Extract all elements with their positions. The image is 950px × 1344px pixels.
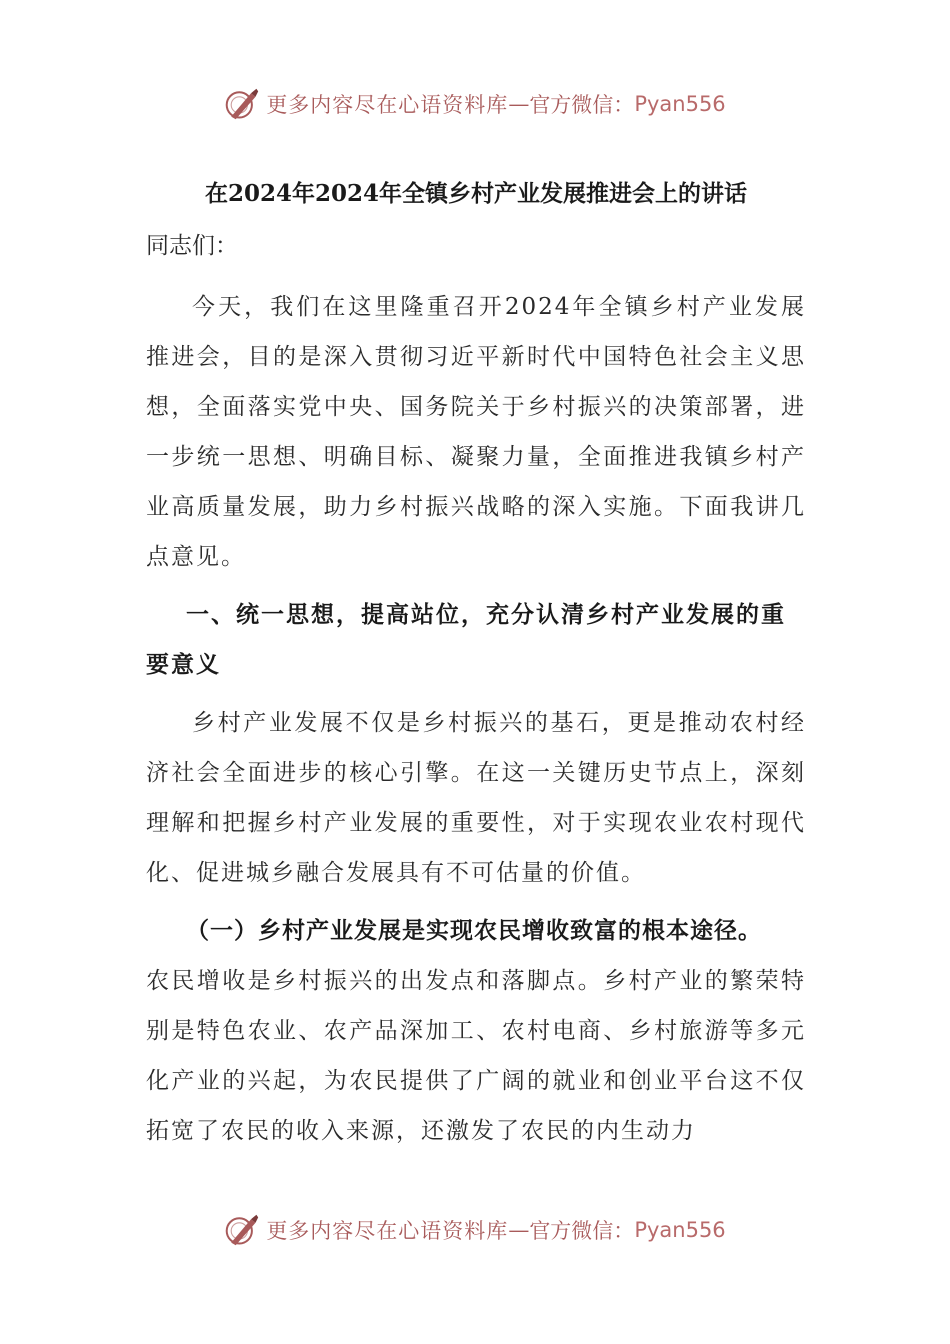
watermark-wechat-label: 官方微信： — [529, 1219, 635, 1243]
pen-logo-icon — [224, 1212, 260, 1248]
watermark-header — [0, 84, 950, 124]
watermark-wechat-id: Pyan556 — [634, 92, 726, 116]
watermark-separator: — — [508, 92, 530, 116]
pen-logo-icon — [224, 86, 260, 122]
subsection-1-heading: （一）乡村产业发展是实现农民增收致富的根本途径。 — [186, 917, 762, 944]
watermark-wechat-label: 官方微信： — [529, 93, 635, 117]
watermark-separator: — — [508, 1218, 530, 1242]
subsection-1-paragraph: 农民增收是乡村振兴的出发点和落脚点。乡村产业的繁荣特别是特色农业、农产品深加工、农村电商、乡村旅游等多元化产业的兴起，为农民提供了广阔的就业和创业平台这不仅拓宽了农民的收入来源，还激发了农民的内生动力 — [146, 968, 806, 1144]
watermark-footer — [0, 1210, 950, 1250]
document-body — [146, 168, 806, 1164]
section-1-heading: 一、统一思想，提高站位，充分认清乡村产业发展的重要意义 — [146, 601, 786, 678]
watermark-wechat-id: Pyan556 — [634, 1218, 726, 1242]
watermark-brand: 更多内容尽在心语资料库 — [266, 1219, 509, 1243]
intro-paragraph: 今天，我们在这里隆重召开2024年全镇乡村产业发展推进会，目的是深入贯彻习近平新时代中国特色社会主义思想，全面落实党中央、国务院关于乡村振兴的决策部署，进一步统一思想、明确目标、凝聚力量，全面推进我镇乡村产业高质量发展，助力乡村振兴战略的深入实施。下面我讲几点意见。 — [146, 294, 806, 570]
section-1-paragraph: 乡村产业发展不仅是乡村振兴的基石，更是推动农村经济社会全面进步的核心引擎。在这一关键历史节点上，深刻理解和把握乡村产业发展的重要性，对于实现农业农村现代化、促进城乡融合发展具有不可估量的价值。 — [146, 710, 806, 886]
salutation: 同志们： — [146, 233, 238, 259]
document-title: 在2024年2024年全镇乡村产业发展推进会上的讲话 — [204, 180, 748, 207]
watermark-brand: 更多内容尽在心语资料库 — [266, 93, 509, 117]
